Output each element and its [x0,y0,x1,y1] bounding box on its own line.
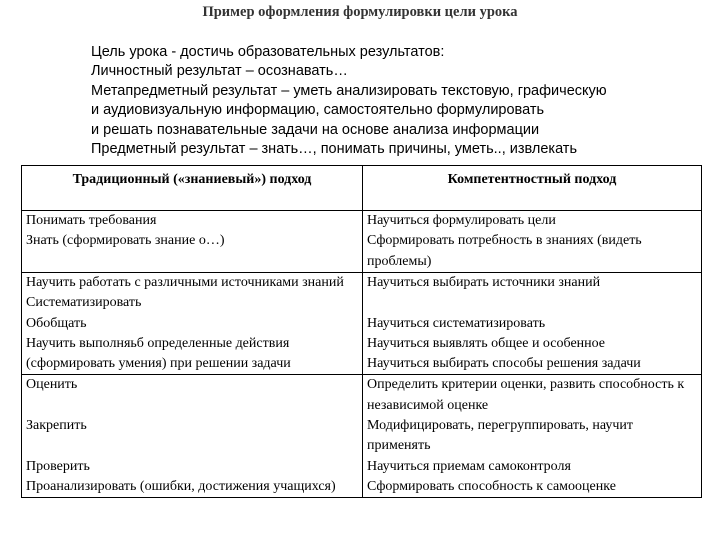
cell-line: Обобщать [26,315,87,331]
table-row [22,273,702,375]
cell-line: Научиться формулировать цели [367,213,556,228]
cell-line: Систематизировать [26,295,142,311]
cell-line [26,396,358,416]
cell-line: Сформировать потребность в знаниях (видеть проблемы) [367,233,642,269]
cell-line: Модифицировать, перегруппировать, научит применять [367,418,634,454]
header-competence: Компетентностный подход [363,166,702,211]
cell-line: Научиться приемам самоконтроля [367,458,571,474]
cell-line: Сформировать способность к самооценке [367,478,616,494]
table-header-row [22,166,702,211]
cell-line [26,436,358,456]
cell-line: Определить критерии оценки, развить способность к независимой оценке [367,377,685,413]
goal-line: Метапредметный результат – уметь анализировать текстовую, графическую [91,82,607,99]
table-cell-competence [363,211,702,273]
cell-line: Научить работать с различными источниками знаний [26,275,344,290]
table-row [22,211,702,273]
table-cell-traditional [22,211,363,273]
cell-line: Проверить [26,458,90,474]
cell-line: Понимать требования [26,213,157,228]
cell-line: Научиться выявлять общее и особенное [367,335,606,351]
goal-line: Цель урока - достичь образовательных результатов: [91,44,445,60]
approaches-table [21,165,702,498]
table-cell-competence [363,375,702,498]
table-cell-traditional [22,273,363,375]
cell-line: Научиться систематизировать [367,315,546,331]
header-traditional: Традиционный («знаниевый») подход [22,166,363,211]
cell-line: Проанализировать (ошибки, достижения учащихся) [26,478,336,494]
table-cell-competence [363,273,702,375]
cell-line [367,293,697,313]
page-title: Пример оформления формулировки цели урока [202,4,518,20]
goal-line: Предметный результат – знать…, понимать причины, уметь.., извлекать [91,141,578,158]
cell-line: Закрепить [26,418,87,434]
cell-line: Знать (сформировать знание о…) [26,233,225,249]
cell-line: Научиться выбирать способы решения задачи [367,356,641,372]
lesson-goal-text [91,43,711,159]
cell-line: Оценить [26,377,78,393]
cell-line: Научиться выбирать источники знаний [367,275,601,290]
cell-line: Научить выполняьб определенные действия (сформировать умения) при решении задачи [26,335,291,372]
table-cell-traditional [22,375,363,498]
goal-line: и аудиовизуальную информацию, самостоятельно формулировать [91,102,545,119]
table-row [22,375,702,498]
goal-line: Личностный результат – осознавать… [91,63,348,80]
goal-line: и решать познавательные задачи на основе анализа информации [91,121,540,138]
